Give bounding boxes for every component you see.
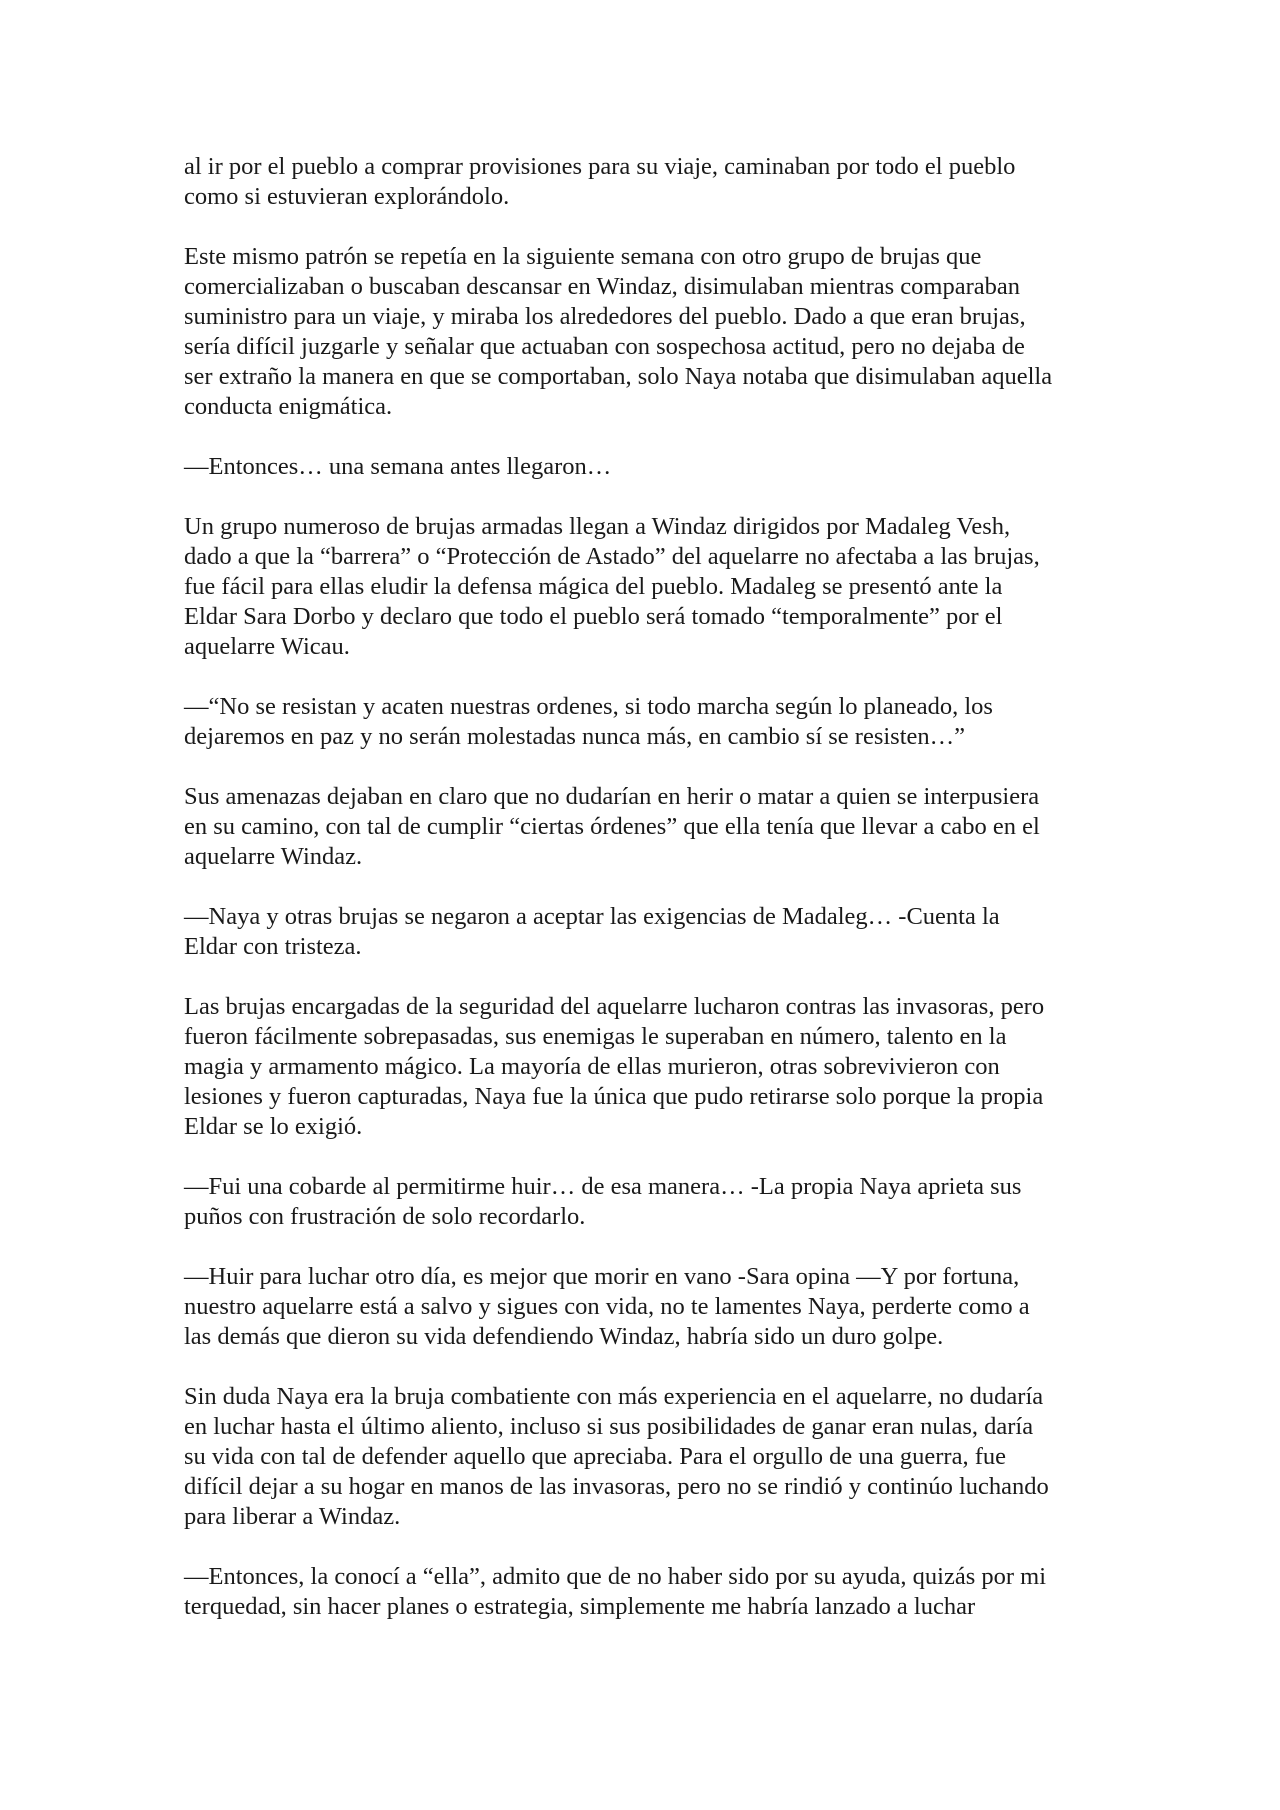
paragraph-6: Sus amenazas dejaban en claro que no dudarían en herir o matar a quien se interpusiera en su camino, con tal de cumplir “ciertas órdenes” que ella tenía que llevar a cabo en el aquelarre Windaz.: [184, 783, 1040, 870]
paragraph-1: al ir por el pueblo a comprar provisiones para su viaje, caminaban por todo el pueblo como si estuvieran explorándolo.: [184, 153, 1016, 210]
paragraph-2: Este mismo patrón se repetía en la siguiente semana con otro grupo de brujas que comercializaban o buscaban descansar en Windaz, disimulaban mientras comparaban suministro para un viaje, y miraba los alrededores del pueblo. Dado a que eran brujas, sería difícil juzgarle y señalar que actuaban con sospechosa actitud, pero no dejaba de ser extraño la manera en que se comportaban, solo Naya notaba que disimulaban aquella conducta enigmática.: [184, 243, 1053, 420]
paragraph-7-dialogue: —Naya y otras brujas se negaron a aceptar las exigencias de Madaleg… -Cuenta la Eldar con tristeza.: [184, 903, 1000, 960]
paragraph-9-dialogue: —Fui una cobarde al permitirme huir… de esa manera… -La propia Naya aprieta sus puños con frustración de solo recordarlo.: [184, 1173, 1022, 1230]
paragraph-11: Sin duda Naya era la bruja combatiente con más experiencia en el aquelarre, no dudaría en luchar hasta el último aliento, incluso si sus posibilidades de ganar eran nulas, daría su vida con tal de defender aquello que apreciaba. Para el orgullo de una guerra, fue difícil dejar a su hogar en manos de las invasoras, pero no se rindió y continúo luchando para liberar a Windaz.: [184, 1383, 1049, 1530]
paragraph-4: Un grupo numeroso de brujas armadas llegan a Windaz dirigidos por Madaleg Vesh, dado a que la “barrera” o “Protección de Astado” del aquelarre no afectaba a las brujas, fue fácil para ellas eludir la defensa mágica del pueblo. Madaleg se presentó ante la Eldar Sara Dorbo y declaro que todo el pueblo será tomado “temporalmente” por el aquelarre Wicau.: [184, 513, 1040, 660]
paragraph-3-dialogue: —Entonces… una semana antes llegaron…: [184, 453, 612, 480]
paragraph-8: Las brujas encargadas de la seguridad del aquelarre lucharon contras las invasoras, pero fueron fácilmente sobrepasadas, sus enemigas le superaban en número, talento en la magia y armamento mágico. La mayoría de ellas murieron, otras sobrevivieron con lesiones y fueron capturadas, Naya fue la única que pudo retirarse solo porque la propia Eldar se lo exigió.: [184, 993, 1045, 1140]
paragraph-10-dialogue: —Huir para luchar otro día, es mejor que morir en vano -Sara opina —Y por fortuna, nuestro aquelarre está a salvo y sigues con vida, no te lamentes Naya, perderte como a las demás que dieron su vida defendiendo Windaz, habría sido un duro golpe.: [184, 1263, 1030, 1350]
paragraph-5-dialogue: —“No se resistan y acaten nuestras ordenes, si todo marcha según lo planeado, los dejaremos en paz y no serán molestadas nunca más, en cambio sí se resisten…”: [184, 693, 993, 750]
paragraph-12-dialogue: —Entonces, la conocí a “ella”, admito que de no haber sido por su ayuda, quizás por mi terquedad, sin hacer planes o estrategia, simplemente me habría lanzado a luchar: [184, 1563, 1046, 1620]
body-text: [184, 152, 1114, 1652]
